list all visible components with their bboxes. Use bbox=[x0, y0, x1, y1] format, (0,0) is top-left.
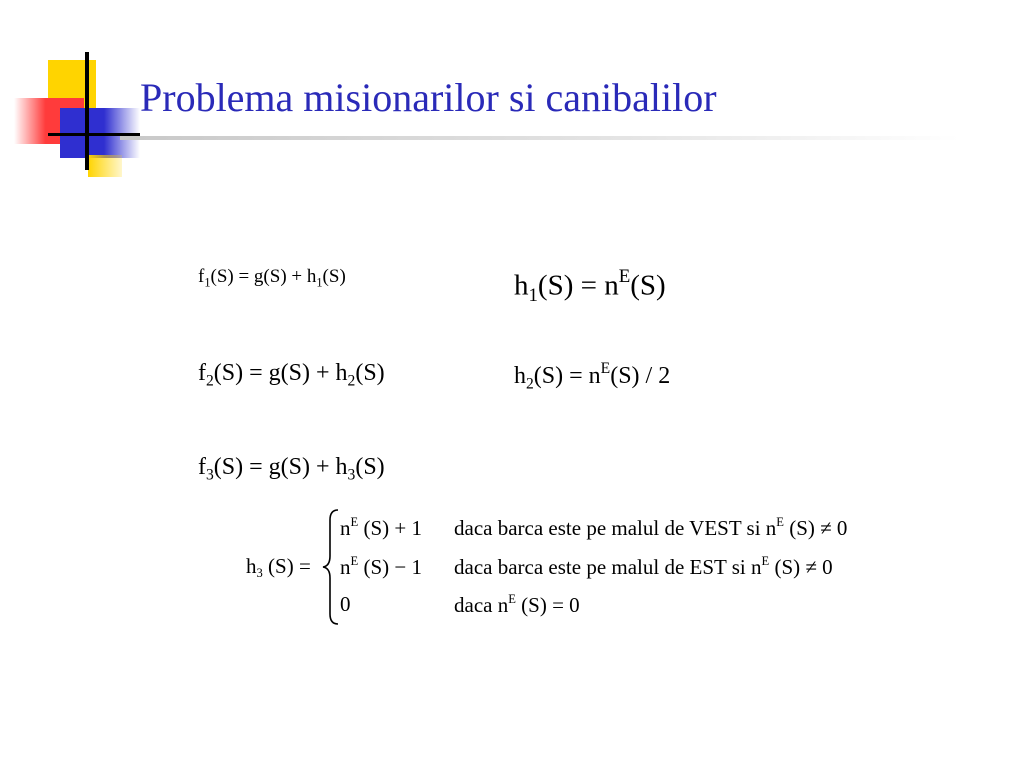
equation-h1: $h_1(S) = n^E(S)$ bbox=[514, 266, 666, 306]
page-title: Problema misionarilor si canibalilor bbox=[140, 75, 717, 120]
black-vertical-line bbox=[85, 52, 89, 170]
equation-f3: $f_3(S) = g(S) + h_3(S)$ bbox=[198, 454, 385, 484]
case-3-expression: 0 bbox=[340, 592, 351, 616]
case-2-condition: daca barca este pe malul de EST si $n^E$ (S) ≠ 0 bbox=[454, 554, 833, 579]
case-1-condition: daca barca este pe malul de VEST si $n^E$ (S) ≠ 0 bbox=[454, 515, 848, 540]
case-3-condition: daca $n^E$ (S) = 0 bbox=[454, 592, 580, 617]
equation-f2: $f_2(S) = g(S) + h_2(S)$ bbox=[198, 360, 385, 390]
left-brace bbox=[320, 508, 342, 626]
case-2-expression: $n^E$ (S) − 1 bbox=[340, 554, 422, 579]
case-1-expression: $n^E$ (S) + 1 bbox=[340, 515, 422, 540]
h3-lhs: $h_3$ (S) = bbox=[246, 554, 311, 580]
title-underline bbox=[120, 136, 960, 140]
yellow-lower bbox=[88, 155, 122, 177]
equation-h2: $h_2(S) = n^E(S) / 2$ bbox=[514, 360, 671, 393]
equation-f1: $f_1(S) = g(S) + h_1(S)$ bbox=[198, 266, 346, 290]
